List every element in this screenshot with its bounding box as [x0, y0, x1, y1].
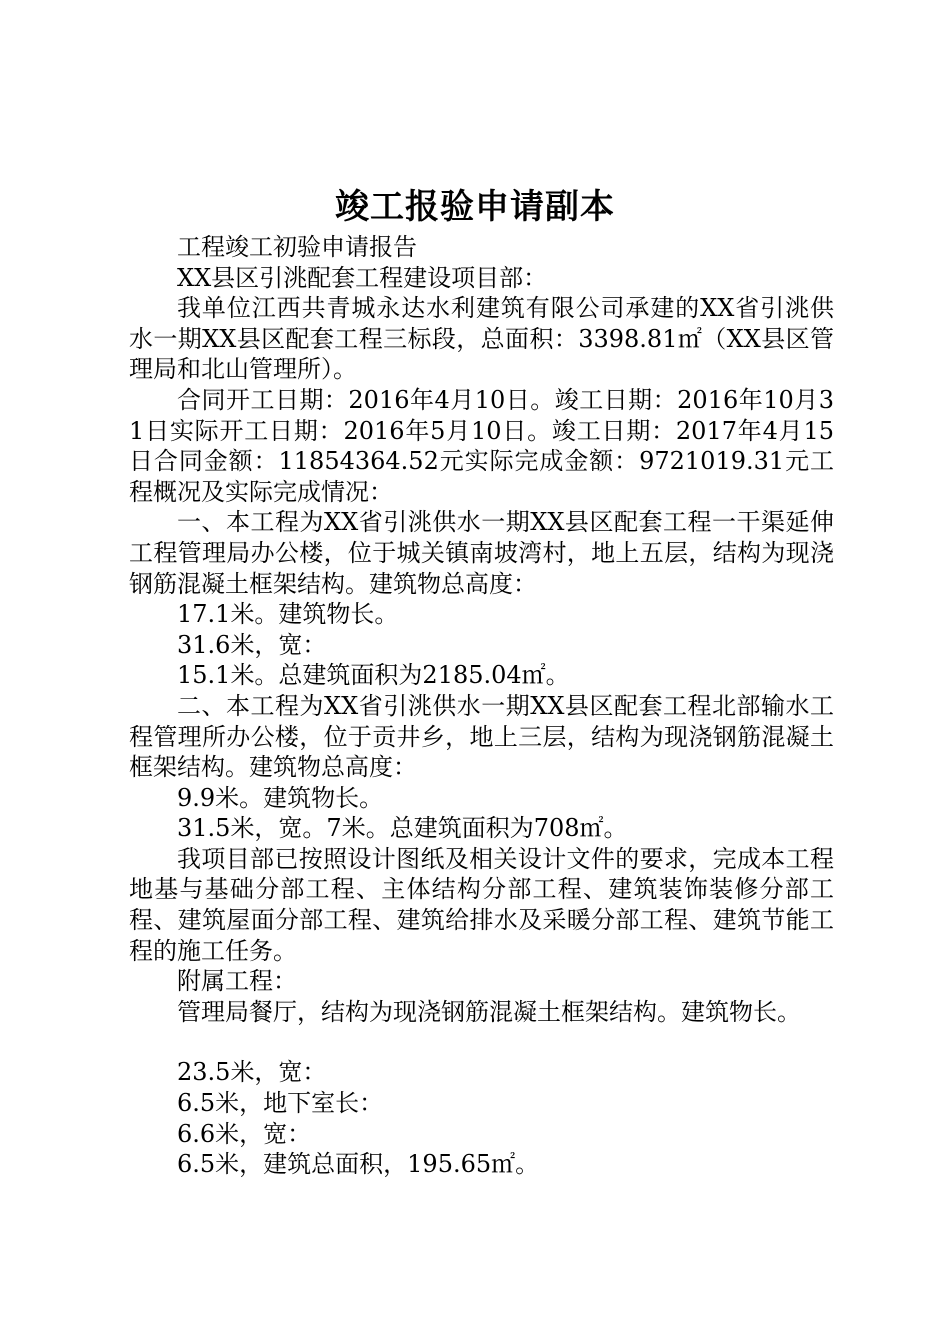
line-height-two: 9.9米。建筑物长。 [177, 783, 384, 812]
report-heading: 工程竣工初验申请报告 [177, 233, 417, 261]
paragraph-completion: 我项目部已按照设计图纸及相关设计文件的要求，完成本工程地基与基础分部工程、主体结构分部工程、建筑装饰装修分部工程、建筑屋面分部工程、建筑给排水及采暖分部工程、建筑节能工程的施工任务。 [129, 844, 834, 965]
line-canteen: 管理局餐厅，结构为现浇钢筋混凝土框架结构。建筑物长。 [177, 997, 801, 1026]
paragraph-dates-contract: 合同开工日期：2016年4月10日。竣工日期：2016年10月31日实际开工日期：2016年5月10日。竣工日期：2017年4月15日合同金额：11854364.52元实际完成金额：9721019.31元工程概况及实际完成情况： [129, 385, 834, 506]
document-title: 竣工报验申请副本 [335, 187, 615, 227]
line-length-one: 31.6米，宽： [177, 630, 327, 659]
blank-gap [129, 1027, 834, 1057]
line-auxiliary-heading: 附属工程： [177, 967, 297, 996]
document-body [129, 232, 834, 1180]
line-basement-area: 6.5米，建筑总面积，195.65㎡。 [177, 1150, 540, 1179]
line-canteen-width: 6.5米，地下室长： [177, 1089, 384, 1118]
line-canteen-length: 23.5米，宽： [177, 1058, 327, 1087]
paragraph-project-one: 一、本工程为XX省引洮供水一期XX县区配套工程一干渠延伸工程管理局办公楼，位于城关镇南坡湾村，地上五层，结构为现浇钢筋混凝土框架结构。建筑物总高度： [129, 508, 834, 598]
line-height-one: 17.1米。建筑物长。 [177, 600, 399, 629]
line-basement-length: 6.6米，宽： [177, 1119, 312, 1148]
paragraph-intro: 我单位江西共青城永达水利建筑有限公司承建的XX省引洮供水一期XX县区配套工程三标段，总面积：3398.81㎡（XX县区管理局和北山管理所）。 [129, 294, 834, 384]
line-area-two: 31.5米，宽。7米。总建筑面积为708㎡。 [177, 814, 628, 843]
paragraph-project-two: 二、本工程为XX省引洮供水一期XX县区配套工程北部输水工程管理所办公楼，位于贡井乡，地上三层，结构为现浇钢筋混凝土框架结构。建筑物总高度： [129, 691, 834, 782]
line-area-one: 15.1米。总建筑面积为2185.04㎡。 [177, 661, 570, 690]
addressee: XX县区引洮配套工程建设项目部： [177, 263, 548, 292]
